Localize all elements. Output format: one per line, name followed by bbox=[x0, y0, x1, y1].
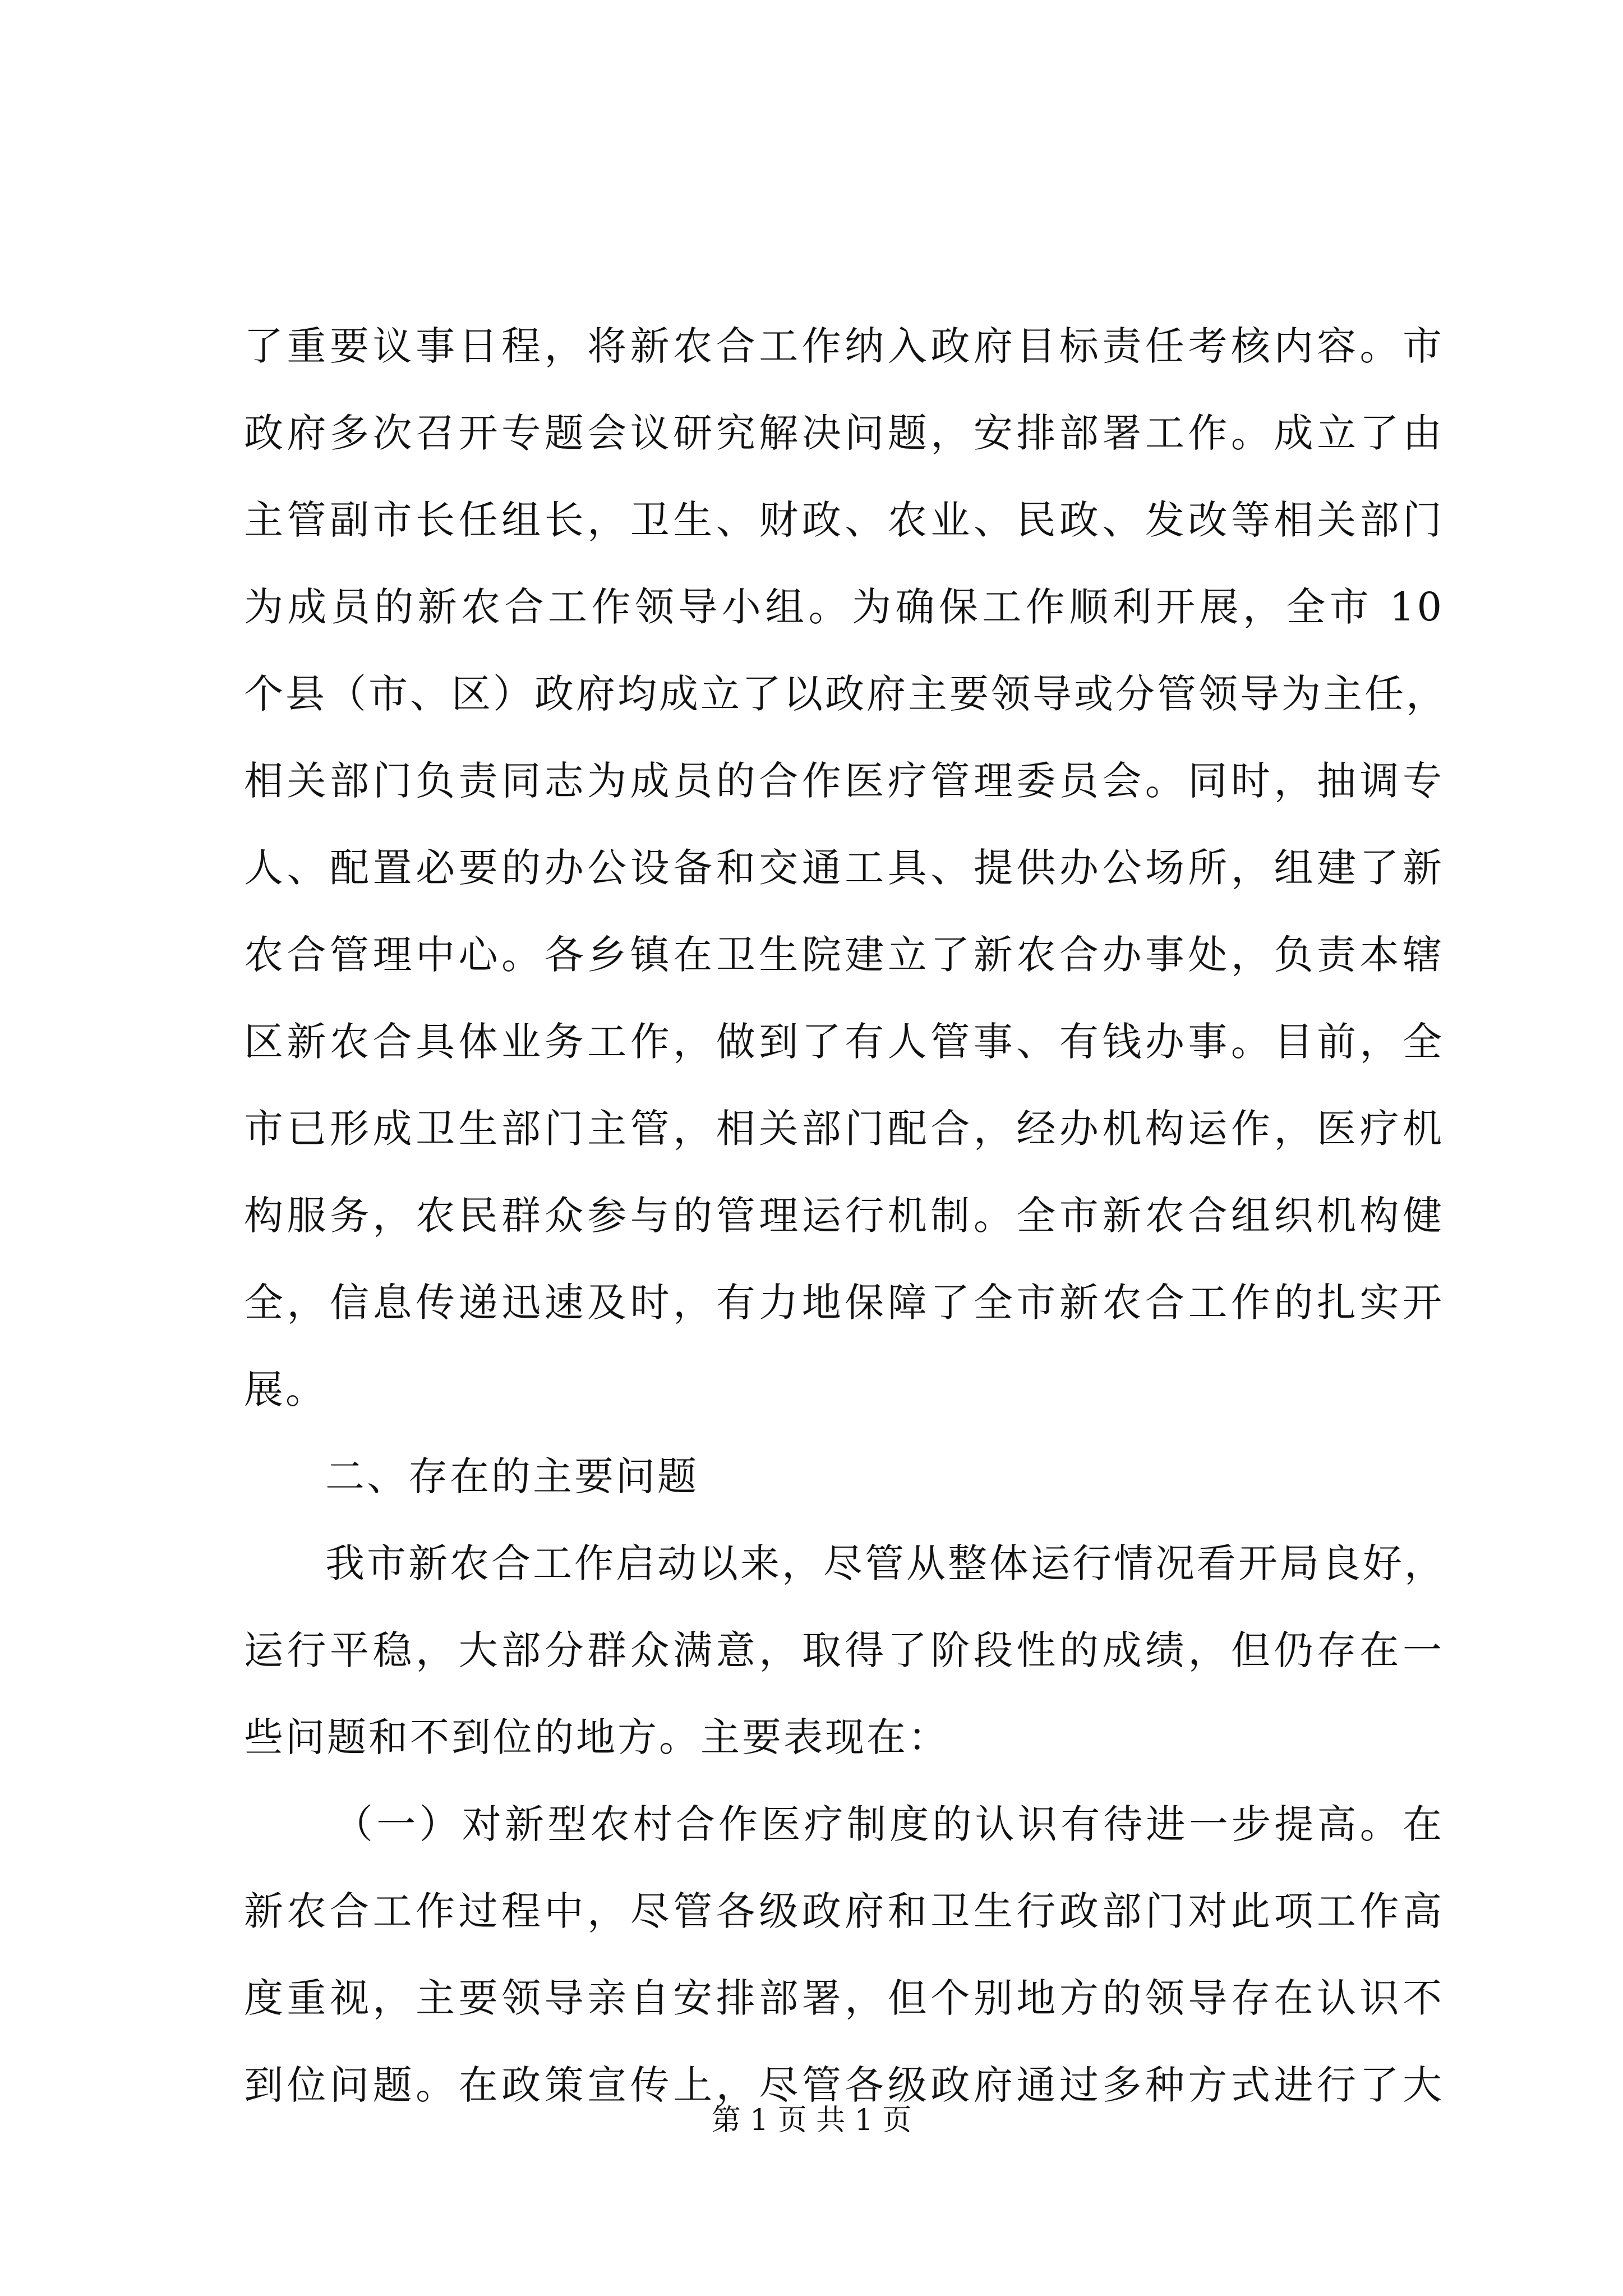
text-line: 全，信息传递迅速及时，有力地保障了全市新农合工作的扎实开 bbox=[244, 1280, 1444, 1326]
section-heading: 二、存在的主要问题 bbox=[325, 1453, 699, 1499]
text-line: 运行平稳，大部分群众满意，取得了阶段性的成绩，但仍存在一 bbox=[244, 1627, 1444, 1673]
text-line: 主管副市长任组长，卫生、财政、农业、民政、发改等相关部门 bbox=[244, 497, 1444, 543]
page-number-footer: 第 1 页 共 1 页 bbox=[711, 2104, 912, 2137]
text-line: 到位问题。在政策宣传上，尽管各级政府通过多种方式进行了大 bbox=[244, 2062, 1444, 2108]
text-line: 相关部门负责同志为成员的合作医疗管理委员会。同时，抽调专 bbox=[244, 758, 1444, 804]
text-line: 我市新农合工作启动以来，尽管从整体运行情况看开局良好， bbox=[325, 1540, 1446, 1586]
text-line: 人、配置必要的办公设备和交通工具、提供办公场所，组建了新 bbox=[244, 845, 1444, 891]
text-line: 新农合工作过程中，尽管各级政府和卫生行政部门对此项工作高 bbox=[244, 1888, 1444, 1934]
text-line: 展。 bbox=[244, 1366, 327, 1412]
text-line: 农合管理中心。各乡镇在卫生院建立了新农合办事处，负责本辖 bbox=[244, 932, 1444, 978]
text-line: 构服务，农民群众参与的管理运行机制。全市新农合组织机构健 bbox=[244, 1193, 1444, 1239]
text-line: 政府多次召开专题会议研究解决问题，安排部署工作。成立了由 bbox=[244, 410, 1444, 456]
document-body bbox=[244, 303, 1447, 2129]
text-line: 区新农合具体业务工作，做到了有人管事、有钱办事。目前，全 bbox=[244, 1019, 1444, 1065]
text-line: 度重视，主要领导亲自安排部署，但个别地方的领导存在认识不 bbox=[244, 1975, 1444, 2021]
text-line: 些问题和不到位的地方。主要表现在： bbox=[244, 1714, 949, 1760]
text-line: 为成员的新农合工作领导小组。为确保工作顺利开展，全市 10 bbox=[244, 584, 1444, 630]
text-line: 了重要议事日程，将新农合工作纳入政府目标责任考核内容。市 bbox=[244, 323, 1444, 369]
text-line: 个县（市、区）政府均成立了以政府主要领导或分管领导为主任， bbox=[244, 671, 1447, 717]
subsection-line: （一）对新型农村合作医疗制度的认识有待进一步提高。在 bbox=[334, 1801, 1444, 1847]
text-line: 市已形成卫生部门主管，相关部门配合，经办机构运作，医疗机 bbox=[244, 1106, 1444, 1152]
